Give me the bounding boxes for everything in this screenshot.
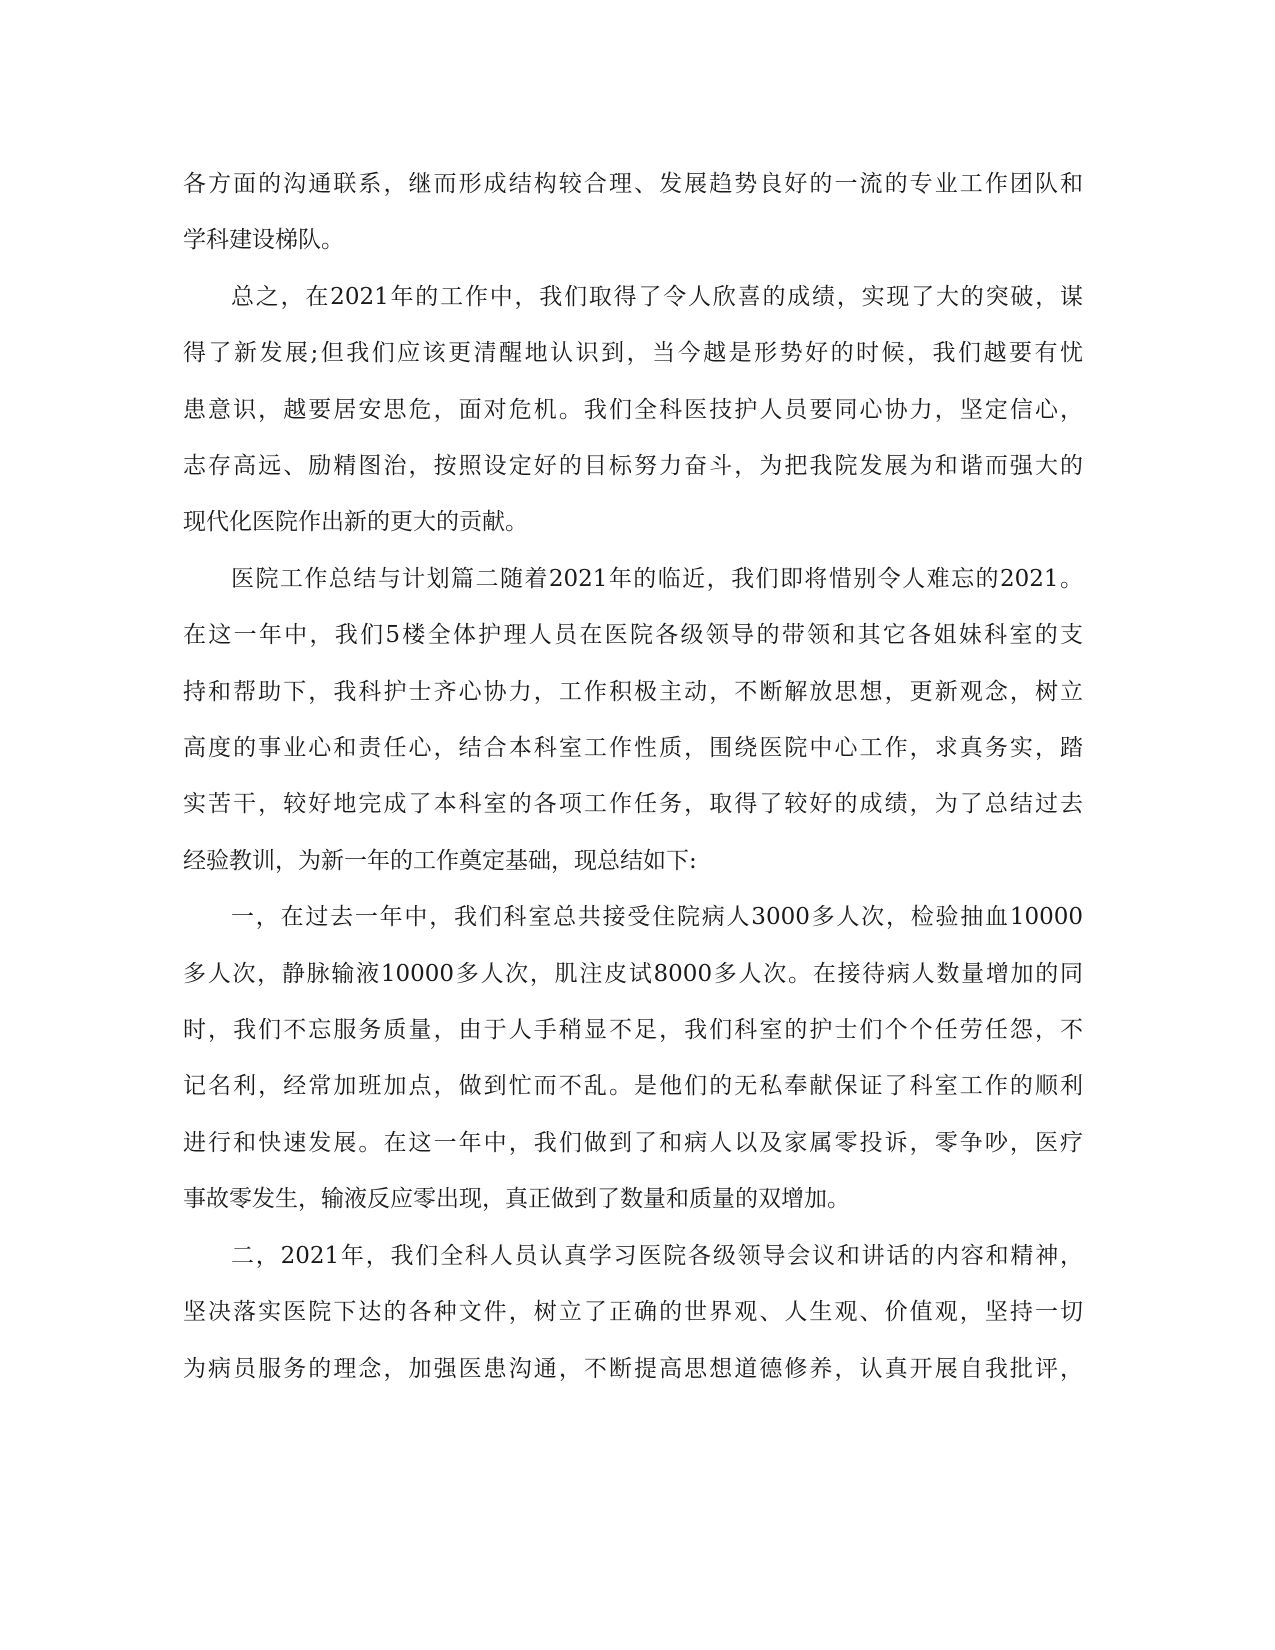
text-line: 在这一年中，我们5楼全体护理人员在医院各级领导的带领和其它各姐妹科室的支 (183, 622, 1083, 648)
text-line: 多人次，静脉输液10000多人次，肌注皮试8000多人次。在接待病人数量增加的同 (183, 961, 1083, 987)
text-line: 实苦干，较好地完成了本科室的各项工作任务，取得了较好的成绩，为了总结过去 (183, 791, 1083, 817)
text-line: 得了新发展;但我们应该更清醒地认识到，当今越是形势好的时候，我们越要有忧 (183, 340, 1083, 366)
text-line: 医院工作总结与计划篇二随着2021年的临近，我们即将惜别令人难忘的2021。 (231, 566, 1083, 592)
text-line: 持和帮助下，我科护士齐心协力，工作积极主动，不断解放思想，更新观念，树立 (183, 679, 1083, 705)
text-line: 事故零发生，输液反应零出现，真正做到了数量和质量的双增加。 (183, 1186, 850, 1212)
text-line: 记名利，经常加班加点，做到忙而不乱。是他们的无私奉献保证了科室工作的顺利 (183, 1073, 1083, 1099)
text-line: 进行和快速发展。在这一年中，我们做到了和病人以及家属零投诉，零争吵，医疗 (183, 1130, 1083, 1156)
text-line: 时，我们不忘服务质量，由于人手稍显不足，我们科室的护士们个个任劳任怨，不 (183, 1017, 1083, 1043)
text-line: 坚决落实医院下达的各种文件，树立了正确的世界观、人生观、价值观，坚持一切 (183, 1299, 1083, 1325)
text-line: 志存高远、励精图治，按照设定好的目标努力奋斗，为把我院发展为和谐而强大的 (183, 453, 1083, 479)
text-line: 学科建设梯队。 (183, 227, 344, 253)
text-line: 各方面的沟通联系，继而形成结构较合理、发展趋势良好的一流的专业工作团队和 (183, 171, 1083, 197)
text-line: 患意识，越要居安思危，面对危机。我们全科医技护人员要同心协力，坚定信心， (183, 397, 1083, 423)
text-line: 总之，在2021年的工作中，我们取得了令人欣喜的成绩，实现了大的突破，谋 (231, 284, 1083, 310)
text-line: 现代化医院作出新的更大的贡献。 (183, 509, 528, 535)
text-line: 二，2021年，我们全科人员认真学习医院各级领导会议和讲话的内容和精神， (231, 1243, 1083, 1269)
text-line: 经验教训，为新一年的工作奠定基础，现总结如下: (183, 848, 697, 874)
text-line: 一，在过去一年中，我们科室总共接受住院病人3000多人次，检验抽血10000 (231, 904, 1083, 930)
text-line: 高度的事业心和责任心，结合本科室工作性质，围绕医院中心工作，求真务实，踏 (183, 735, 1083, 761)
text-line: 为病员服务的理念，加强医患沟通，不断提高思想道德修养，认真开展自我批评， (183, 1356, 1083, 1382)
